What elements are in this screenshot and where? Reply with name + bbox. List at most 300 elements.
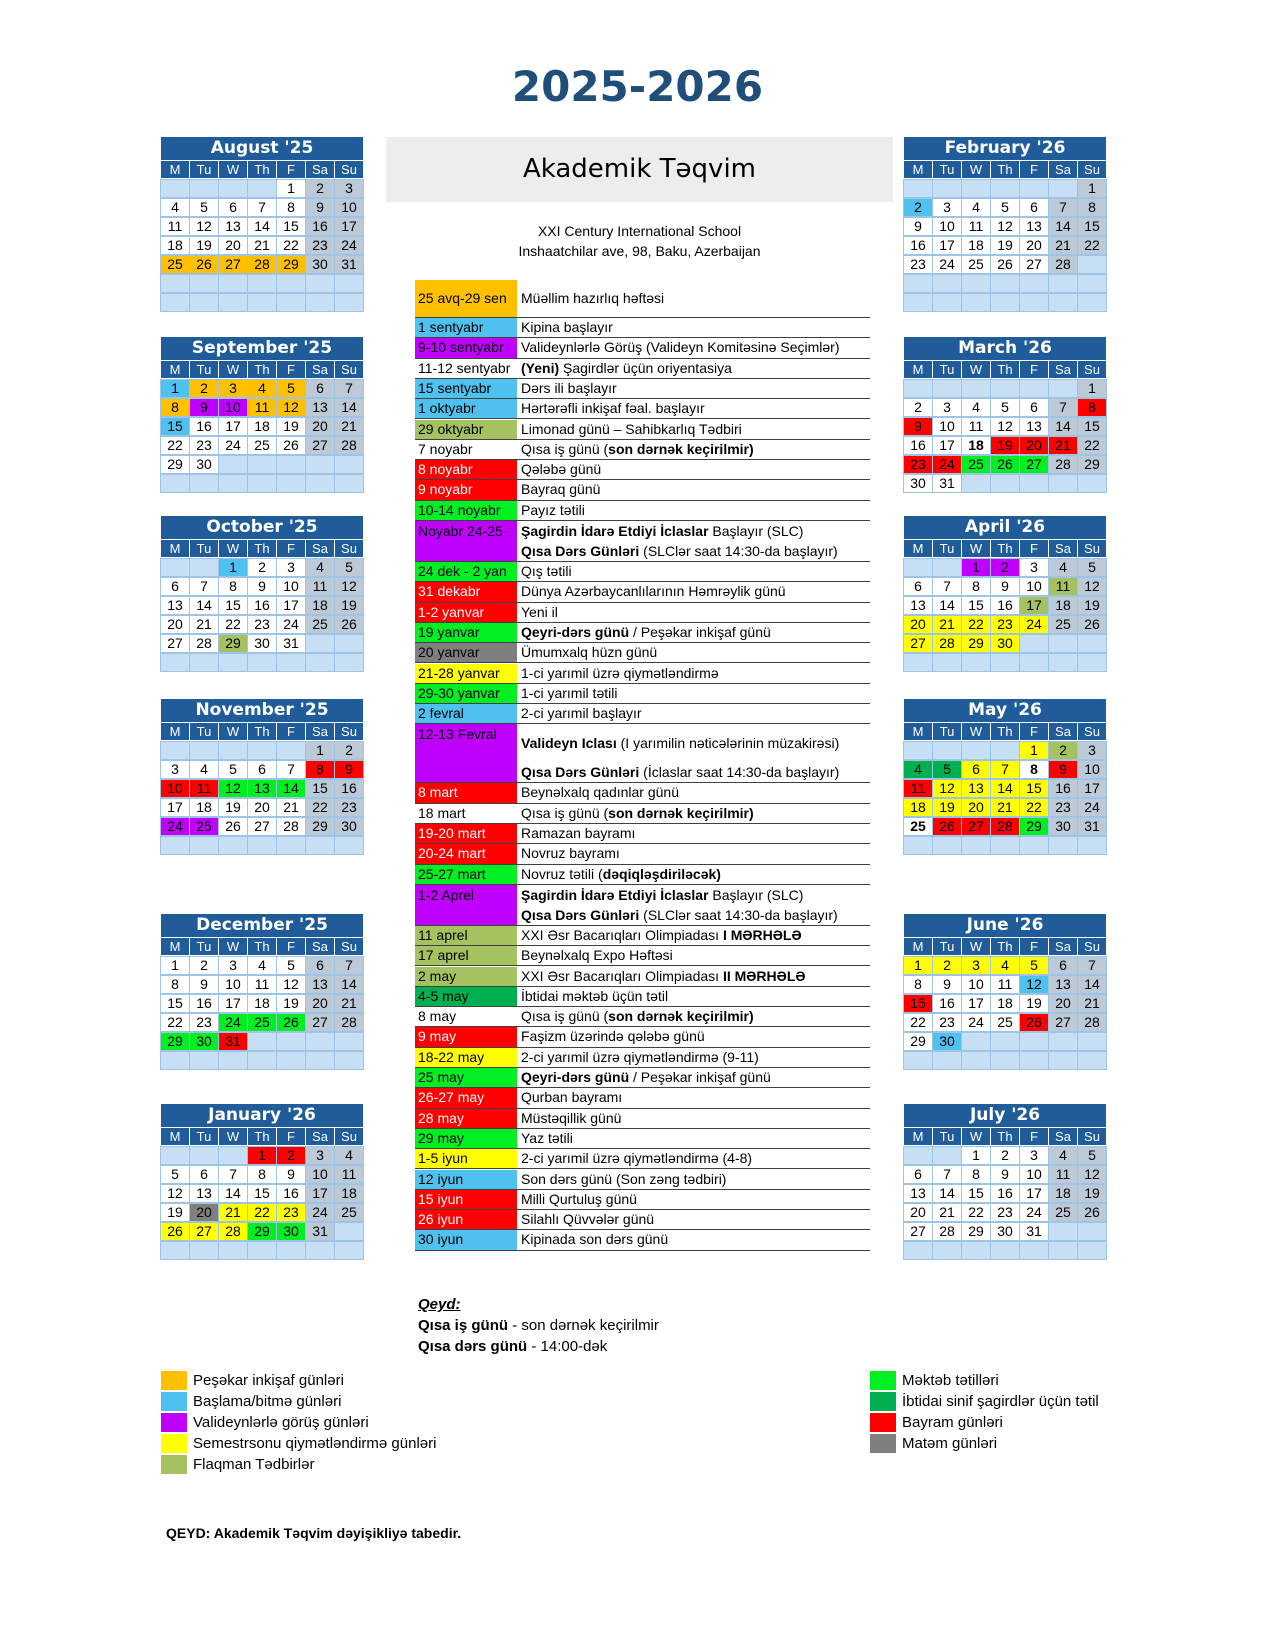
day-cell: 30 [306,256,334,273]
day-cell: 31 [933,475,961,492]
day-cell [219,275,247,292]
day-cell [161,1147,189,1164]
weekday-label: F [1020,540,1048,557]
day-cell: 23 [904,256,932,273]
day-cell: 26 [161,1223,189,1240]
day-cell [219,654,247,671]
event-date: 15 iyun [415,1190,517,1209]
event-emphasis: son dərnək keçirilmir) [608,804,754,821]
weekday-label: F [277,540,305,557]
day-cell [161,1242,189,1259]
legend-item [161,1412,436,1433]
day-cell: 19 [1020,995,1048,1012]
day-cell: 3 [933,399,961,416]
day-cell: 22 [1078,437,1106,454]
day-cell: 30 [1049,818,1077,835]
day-cell: 10 [277,578,305,595]
day-cell: 24 [1078,799,1106,816]
day-cell: 25 [1049,616,1077,633]
day-grid [161,1128,363,1259]
day-cell: 7 [1049,399,1077,416]
day-cell: 3 [933,199,961,216]
weekday-label: Th [991,723,1019,740]
weekday-label: F [1020,161,1048,178]
weekday-label: Sa [306,938,334,955]
day-cell: 23 [933,1014,961,1031]
event-description-line [521,480,870,499]
event-date: 29-30 yanvar [415,684,517,703]
event-date: 26-27 may [415,1088,517,1107]
day-cell: 26 [933,818,961,835]
day-cell [306,654,334,671]
day-cell [219,456,247,473]
day-cell: 17 [161,799,189,816]
day-cell [962,380,990,397]
event-description [517,1230,870,1249]
legend-swatch [870,1434,896,1453]
month-calendar [904,914,1106,1069]
note-def-2: - 14:00-dək [527,1338,608,1355]
event-text: Ramazan bayramı [521,825,636,841]
event-emphasis: dəqiqləşdiriləcək) [602,865,721,882]
day-cell: 28 [277,818,305,835]
event-row [415,440,870,460]
event-description-line [521,1210,870,1229]
event-description [517,1048,870,1067]
day-cell [933,380,961,397]
event-row [415,280,870,318]
event-description [517,623,870,642]
day-cell: 2 [190,957,218,974]
day-cell: 9 [190,399,218,416]
event-emphasis: Şagirdin İdarə Etdiyi İclaslar [521,886,709,903]
event-description-line [521,379,870,398]
event-description-line [521,359,870,378]
day-cell [190,475,218,492]
day-cell: 11 [161,218,189,235]
day-cell: 12 [219,780,247,797]
weekday-label: M [904,361,932,378]
day-cell [190,180,218,197]
day-cell: 15 [219,597,247,614]
day-cell: 7 [335,957,363,974]
day-cell: 27 [962,818,990,835]
day-cell: 16 [248,597,276,614]
day-cell [933,294,961,311]
day-cell: 9 [991,578,1019,595]
day-cell: 8 [962,578,990,595]
day-cell: 24 [306,1204,334,1221]
event-description [517,704,870,723]
day-cell: 14 [190,597,218,614]
event-text: Limonad günü – Sahibkarlıq Tədbiri [521,420,742,437]
weekday-label: Sa [1049,161,1077,178]
day-cell: 11 [306,578,334,595]
day-cell [335,837,363,854]
day-cell: 5 [991,199,1019,216]
event-description-line [521,724,870,762]
event-description [517,1109,870,1128]
day-cell [190,742,218,759]
event-text: 1-ci yarımil tətili [521,684,618,701]
day-cell: 22 [1020,799,1048,816]
weekday-label: Su [335,723,363,740]
day-cell: 26 [991,256,1019,273]
event-text: Beynəlxalq qadınlar günü [521,784,680,801]
day-cell [335,635,363,652]
day-cell [1020,837,1048,854]
event-description-line [521,1007,870,1026]
day-cell: 3 [1078,742,1106,759]
event-text: Şagirdlər üçün oriyentasiya [559,359,732,376]
day-cell [277,837,305,854]
event-text: 2-ci yarımil üzrə qiymətləndirmə (4-8) [521,1150,753,1167]
day-cell: 21 [335,418,363,435]
day-cell: 28 [933,1223,961,1240]
event-description [517,501,870,520]
day-cell: 9 [904,218,932,235]
day-cell [277,742,305,759]
event-text: XXI Əsr Bacarıqları Olimpiadası [521,967,723,984]
day-cell: 7 [190,578,218,595]
day-cell: 17 [933,437,961,454]
day-grid [904,723,1106,854]
event-date: 12 iyun [415,1170,517,1189]
event-description-line [521,987,870,1006]
event-description-line [521,946,870,965]
day-cell [277,294,305,311]
event-description [517,946,870,965]
event-date: 28 may [415,1109,517,1128]
day-cell: 18 [1049,1185,1077,1202]
event-description [517,480,870,499]
event-description [517,987,870,1006]
event-description [517,562,870,581]
day-cell [962,275,990,292]
day-cell: 17 [306,1185,334,1202]
event-row [415,946,870,966]
day-cell: 5 [277,380,305,397]
weekday-label: F [277,361,305,378]
day-cell: 25 [991,1014,1019,1031]
day-cell: 4 [962,399,990,416]
weekday-label: W [962,361,990,378]
day-cell: 21 [933,616,961,633]
weekday-label: Tu [933,938,961,955]
weekday-label: Th [248,540,276,557]
day-cell: 11 [962,218,990,235]
weekday-label: M [161,361,189,378]
day-cell [904,294,932,311]
day-cell: 18 [335,1185,363,1202]
day-cell [161,559,189,576]
day-grid [161,361,363,492]
day-cell: 29 [1020,818,1048,835]
day-cell [1049,275,1077,292]
event-description [517,824,870,843]
event-row [415,844,870,864]
day-cell: 17 [277,597,305,614]
event-description-line [521,804,870,823]
day-cell [1078,275,1106,292]
day-cell: 17 [1078,780,1106,797]
weekday-label: W [219,361,247,378]
legend-swatch [161,1434,187,1453]
day-cell: 10 [219,976,247,993]
day-cell: 4 [190,761,218,778]
day-grid [904,161,1106,311]
day-cell [161,275,189,292]
weekday-label: Su [335,1128,363,1145]
day-cell [190,1242,218,1259]
weekday-label: W [219,1128,247,1145]
day-cell [933,559,961,576]
legend-swatch [870,1371,896,1390]
day-cell: 17 [335,218,363,235]
weekday-label: F [1020,361,1048,378]
weekday-label: Th [991,161,1019,178]
day-cell: 12 [991,418,1019,435]
day-cell: 1 [161,957,189,974]
day-cell: 26 [1078,616,1106,633]
day-cell: 8 [306,761,334,778]
day-cell: 16 [190,418,218,435]
day-cell [161,837,189,854]
day-cell: 8 [962,1166,990,1183]
day-cell: 6 [904,578,932,595]
day-cell [991,837,1019,854]
day-cell: 21 [991,799,1019,816]
weekday-label: F [277,1128,305,1145]
month-title: September '25 [161,337,363,360]
day-cell: 25 [335,1204,363,1221]
day-cell: 14 [1078,976,1106,993]
day-cell [161,1052,189,1069]
day-cell: 7 [1049,199,1077,216]
event-description-line [521,905,870,925]
day-cell: 20 [161,616,189,633]
day-cell: 25 [248,437,276,454]
note-heading: Qeyd: [418,1296,461,1313]
day-cell: 22 [962,616,990,633]
day-cell: 14 [1049,418,1077,435]
footnote: QEYD: Akademik Təqvim dəyişikliyə tabedir. [166,1525,462,1541]
day-cell: 12 [991,218,1019,235]
day-cell [306,294,334,311]
event-description-line [521,1170,870,1189]
day-cell [335,1033,363,1050]
day-cell: 28 [1049,456,1077,473]
day-cell: 13 [190,1185,218,1202]
day-cell: 1 [219,559,247,576]
day-cell: 16 [335,780,363,797]
day-cell: 25 [962,456,990,473]
weekday-label: W [219,540,247,557]
legend-item [161,1391,436,1412]
day-cell: 10 [933,218,961,235]
event-row [415,724,870,783]
event-row [415,885,870,926]
month-calendar [904,1104,1106,1259]
day-cell [335,275,363,292]
day-cell [1020,294,1048,311]
day-cell [219,742,247,759]
event-description-line [521,885,870,905]
day-cell: 21 [335,995,363,1012]
day-cell [991,1052,1019,1069]
day-cell: 8 [1078,199,1106,216]
day-cell: 23 [190,1014,218,1031]
event-date: 9-10 sentyabr [415,338,517,357]
day-cell: 12 [1078,578,1106,595]
event-emphasis: II MƏRHƏLƏ [722,967,806,984]
event-emphasis: son dərnək keçirilmir) [608,1008,754,1025]
month-title: October '25 [161,516,363,539]
event-date: 2 may [415,967,517,986]
event-description [517,460,870,479]
event-text: (SLClər saat 14:30-da başlayır) [639,543,838,559]
day-cell: 22 [219,616,247,633]
weekday-label: Su [335,361,363,378]
day-cell: 20 [1020,437,1048,454]
day-cell: 13 [306,976,334,993]
day-cell [933,180,961,197]
day-cell [991,475,1019,492]
event-date: 20-24 mart [415,844,517,863]
month-calendar [904,337,1106,492]
event-emphasis: Valideyn Iclası [521,735,617,752]
day-cell: 19 [277,995,305,1012]
day-cell: 15 [1078,418,1106,435]
day-cell: 28 [335,1014,363,1031]
day-cell: 16 [277,1185,305,1202]
note-block [418,1294,659,1357]
event-description [517,1149,870,1168]
day-cell [306,456,334,473]
day-cell [1078,635,1106,652]
day-cell: 13 [161,597,189,614]
event-text: Milli Qurtuluş günü [521,1190,637,1207]
event-text: Kipinada son dərs günü [521,1231,669,1248]
day-cell: 14 [248,218,276,235]
day-cell: 22 [1078,237,1106,254]
day-cell: 8 [277,199,305,216]
event-text: Müstəqillik günü [521,1109,622,1126]
event-description [517,844,870,863]
day-cell [1020,380,1048,397]
day-cell [991,1033,1019,1050]
day-cell [991,742,1019,759]
event-row [415,987,870,1007]
day-cell: 13 [904,1185,932,1202]
day-cell: 31 [1078,818,1106,835]
day-cell: 18 [962,437,990,454]
day-cell: 10 [933,418,961,435]
day-cell: 10 [306,1166,334,1183]
day-cell: 7 [219,1166,247,1183]
event-description-line [521,1109,870,1128]
day-cell: 1 [904,957,932,974]
day-cell [962,654,990,671]
event-description [517,1190,870,1209]
day-cell: 24 [1020,616,1048,633]
event-text: Qış tətili [521,563,572,579]
day-cell: 7 [933,1166,961,1183]
day-cell: 15 [962,597,990,614]
day-cell [248,475,276,492]
event-row [415,783,870,803]
day-cell: 6 [248,761,276,778]
day-cell [991,294,1019,311]
day-cell: 29 [248,1223,276,1240]
event-description-line [521,582,870,601]
event-date: 20 yanvar [415,643,517,662]
event-text: Qurban bayramı [521,1089,623,1106]
weekday-label: M [904,938,932,955]
month-title: August '25 [161,137,363,160]
event-date: 1-5 iyun [415,1149,517,1168]
day-cell: 23 [991,1204,1019,1221]
day-cell [1049,180,1077,197]
event-description [517,1088,870,1107]
event-description-line [521,865,870,884]
event-row [415,684,870,704]
weekday-label: Sa [1049,540,1077,557]
day-cell: 29 [161,1033,189,1050]
day-cell: 13 [962,780,990,797]
day-cell [248,837,276,854]
day-cell: 2 [277,1147,305,1164]
day-cell [962,294,990,311]
event-description-line [521,762,870,782]
day-cell: 2 [335,742,363,759]
page-title: Akademik Təqvim [386,137,893,202]
event-date: 25 avq-29 sen [415,280,517,317]
day-cell: 1 [248,1147,276,1164]
event-description [517,379,870,398]
day-cell [306,635,334,652]
day-cell: 9 [306,199,334,216]
day-cell [248,1052,276,1069]
day-cell: 21 [277,799,305,816]
event-description-line [521,926,870,945]
day-cell: 5 [933,761,961,778]
day-cell: 16 [904,437,932,454]
event-date: 9 may [415,1027,517,1046]
event-description [517,804,870,823]
day-cell [1078,475,1106,492]
day-cell: 17 [933,237,961,254]
event-row [415,379,870,399]
day-cell [1078,1223,1106,1240]
day-cell [306,1033,334,1050]
day-cell: 5 [1020,957,1048,974]
event-date: 8 may [418,1008,457,1025]
weekday-label: Th [991,1128,1019,1145]
event-row [415,1149,870,1169]
event-description-line [521,1129,870,1148]
day-cell: 4 [991,957,1019,974]
day-cell: 12 [335,578,363,595]
day-cell: 25 [1049,1204,1077,1221]
day-cell: 28 [335,437,363,454]
event-row [415,420,870,440]
day-cell [248,456,276,473]
day-cell: 23 [190,437,218,454]
day-cell: 19 [219,799,247,816]
day-cell [904,742,932,759]
day-cell: 11 [335,1166,363,1183]
